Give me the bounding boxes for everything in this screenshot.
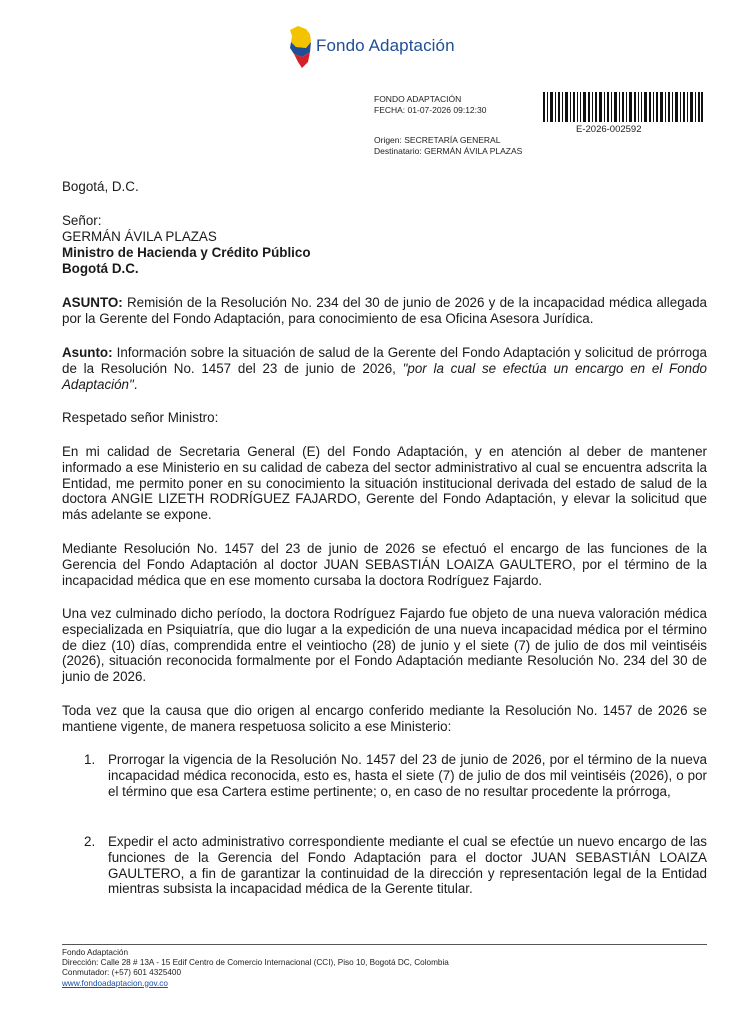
asunto-secondary-label: Asunto:: [62, 345, 113, 360]
radicado-block: [374, 94, 486, 116]
barcode: [543, 92, 703, 122]
origin-line: Origen: SECRETARÍA GENERAL: [374, 135, 501, 145]
radicado-number: E-2026-002592: [576, 124, 642, 135]
footer-website-link[interactable]: www.fondoadaptacion.gov.co: [62, 978, 168, 988]
asunto-secondary-quote: "por la cual se efectúa un encargo en el Fondo Adaptación": [62, 360, 707, 392]
letter-city: Bogotá, D.C.: [62, 179, 139, 194]
footer-entity: Fondo Adaptación: [62, 948, 129, 957]
asunto-secondary-end: .: [133, 376, 138, 392]
asunto-primary: [62, 295, 707, 327]
paragraph-3: Una vez culminado dicho período, la doctora Rodríguez Fajardo fue objeto de una nueva valoración médica especializada en Psiquiatría, que dio lugar a la expedición de una nueva incapacidad médica por el término de diez (10) días, comprendida entre el veintiocho (28) de junio y el siete (7) de julio de dos mil veintiséis (2026), situación reconocida formalmente por el Fondo Adaptación mediante Resolución No. 234 del 30 de junio de 2026.: [62, 606, 707, 685]
paragraph-2: Mediante Resolución No. 1457 del 23 de junio de 2026 se efectuó el encargo de las funciones de la Gerencia del Fondo Adaptación al doctor JUAN SEBASTIÁN LOAIZA GAULTERO, por el término de la incapacidad médica que en ese momento cursaba la doctora Rodríguez Fajardo.: [62, 541, 707, 588]
footer-address: Dirección: Calle 28 # 13A - 15 Edif Centro de Comercio Internacional (CCI), Piso 10, Bogotá DC, Colombia: [62, 958, 449, 968]
salutation-title: Señor:: [62, 213, 102, 228]
radicado-entity: FONDO ADAPTACIÓN: [374, 94, 462, 104]
radicado-date: FECHA: 01-07-2026 09:12:30: [374, 105, 487, 115]
fondo-adaptacion-logo: [284, 24, 474, 70]
greeting: Respetado señor Ministro:: [62, 410, 219, 425]
paragraph-1: En mi calidad de Secretaria General (E) del Fondo Adaptación, y en atención al deber de mantener informado a ese Ministerio en su calidad de cabeza del sector administrativo al cual se encuentra adscrita la Entidad, me permito poner en su conocimiento la situación institucional derivada del estado de salud de la doctora ANGIE LIZETH RODRÍGUEZ FAJARDO, Gerente del Fondo Adaptación, y elevar la solicitud que más adelante se expone.: [62, 444, 707, 523]
paragraph-4: Toda vez que la causa que dio origen al encargo conferido mediante la Resolución No. 1457 de 2026 se mantiene vigente, de manera respetuosa solicito a ese Ministerio:: [62, 703, 707, 734]
recipient-name: GERMÁN ÁVILA PLAZAS: [62, 229, 217, 244]
colombia-map-icon: [284, 24, 318, 70]
footer-phone: Conmutador: (+57) 601 4325400: [62, 968, 182, 978]
asunto-primary-text: Remisión de la Resolución No. 234 del 30 de junio de 2026 y de la incapacidad médica allegada por la Gerente del Fondo Adaptación, para conocimiento de esa Oficina Asesora Jurídica.: [62, 295, 707, 326]
asunto-primary-label: ASUNTO:: [62, 295, 123, 310]
list-item-number: 2.: [84, 834, 96, 849]
recipient-line: Destinatario: GERMÁN ÁVILA PLAZAS: [374, 145, 523, 156]
footer: [62, 948, 449, 989]
origin-block: [374, 135, 522, 156]
asunto-secondary-text: Información sobre la situación de salud de la Gerente del Fondo Adaptación y solicitud de prórroga de la Resolución No. 1457 del 23 de junio de 2026,: [62, 345, 707, 376]
logo-text: Fondo Adaptación: [316, 36, 455, 55]
recipient-role: Ministro de Hacienda y Crédito Público: [62, 245, 311, 260]
list-item: Prorrogar la vigencia de la Resolución No. 1457 del 23 de junio de 2026, por el término de la nueva incapacidad médica reconocida, esto es, hasta el siete (7) de julio de dos mil veintiséis (2026), o por el término que esa Cartera estime pertinente; o, en caso de no resultar procedente la prórroga,: [108, 752, 707, 799]
asunto-secondary: [62, 345, 707, 392]
list-item-number: 1.: [84, 752, 96, 767]
list-item: Expedir el acto administrativo correspondiente mediante el cual se efectúe un nuevo encargo de las funciones de la Gerencia del Fondo Adaptación para el doctor JUAN SEBASTIÁN LOAIZA GAULTERO, a fin de garantizar la continuidad de la dirección y representación legal de la Entidad mientras subsista la incapacidad médica de la Gerente titular.: [108, 834, 707, 897]
recipient-city: Bogotá D.C.: [62, 261, 139, 276]
footer-divider: [62, 944, 707, 945]
